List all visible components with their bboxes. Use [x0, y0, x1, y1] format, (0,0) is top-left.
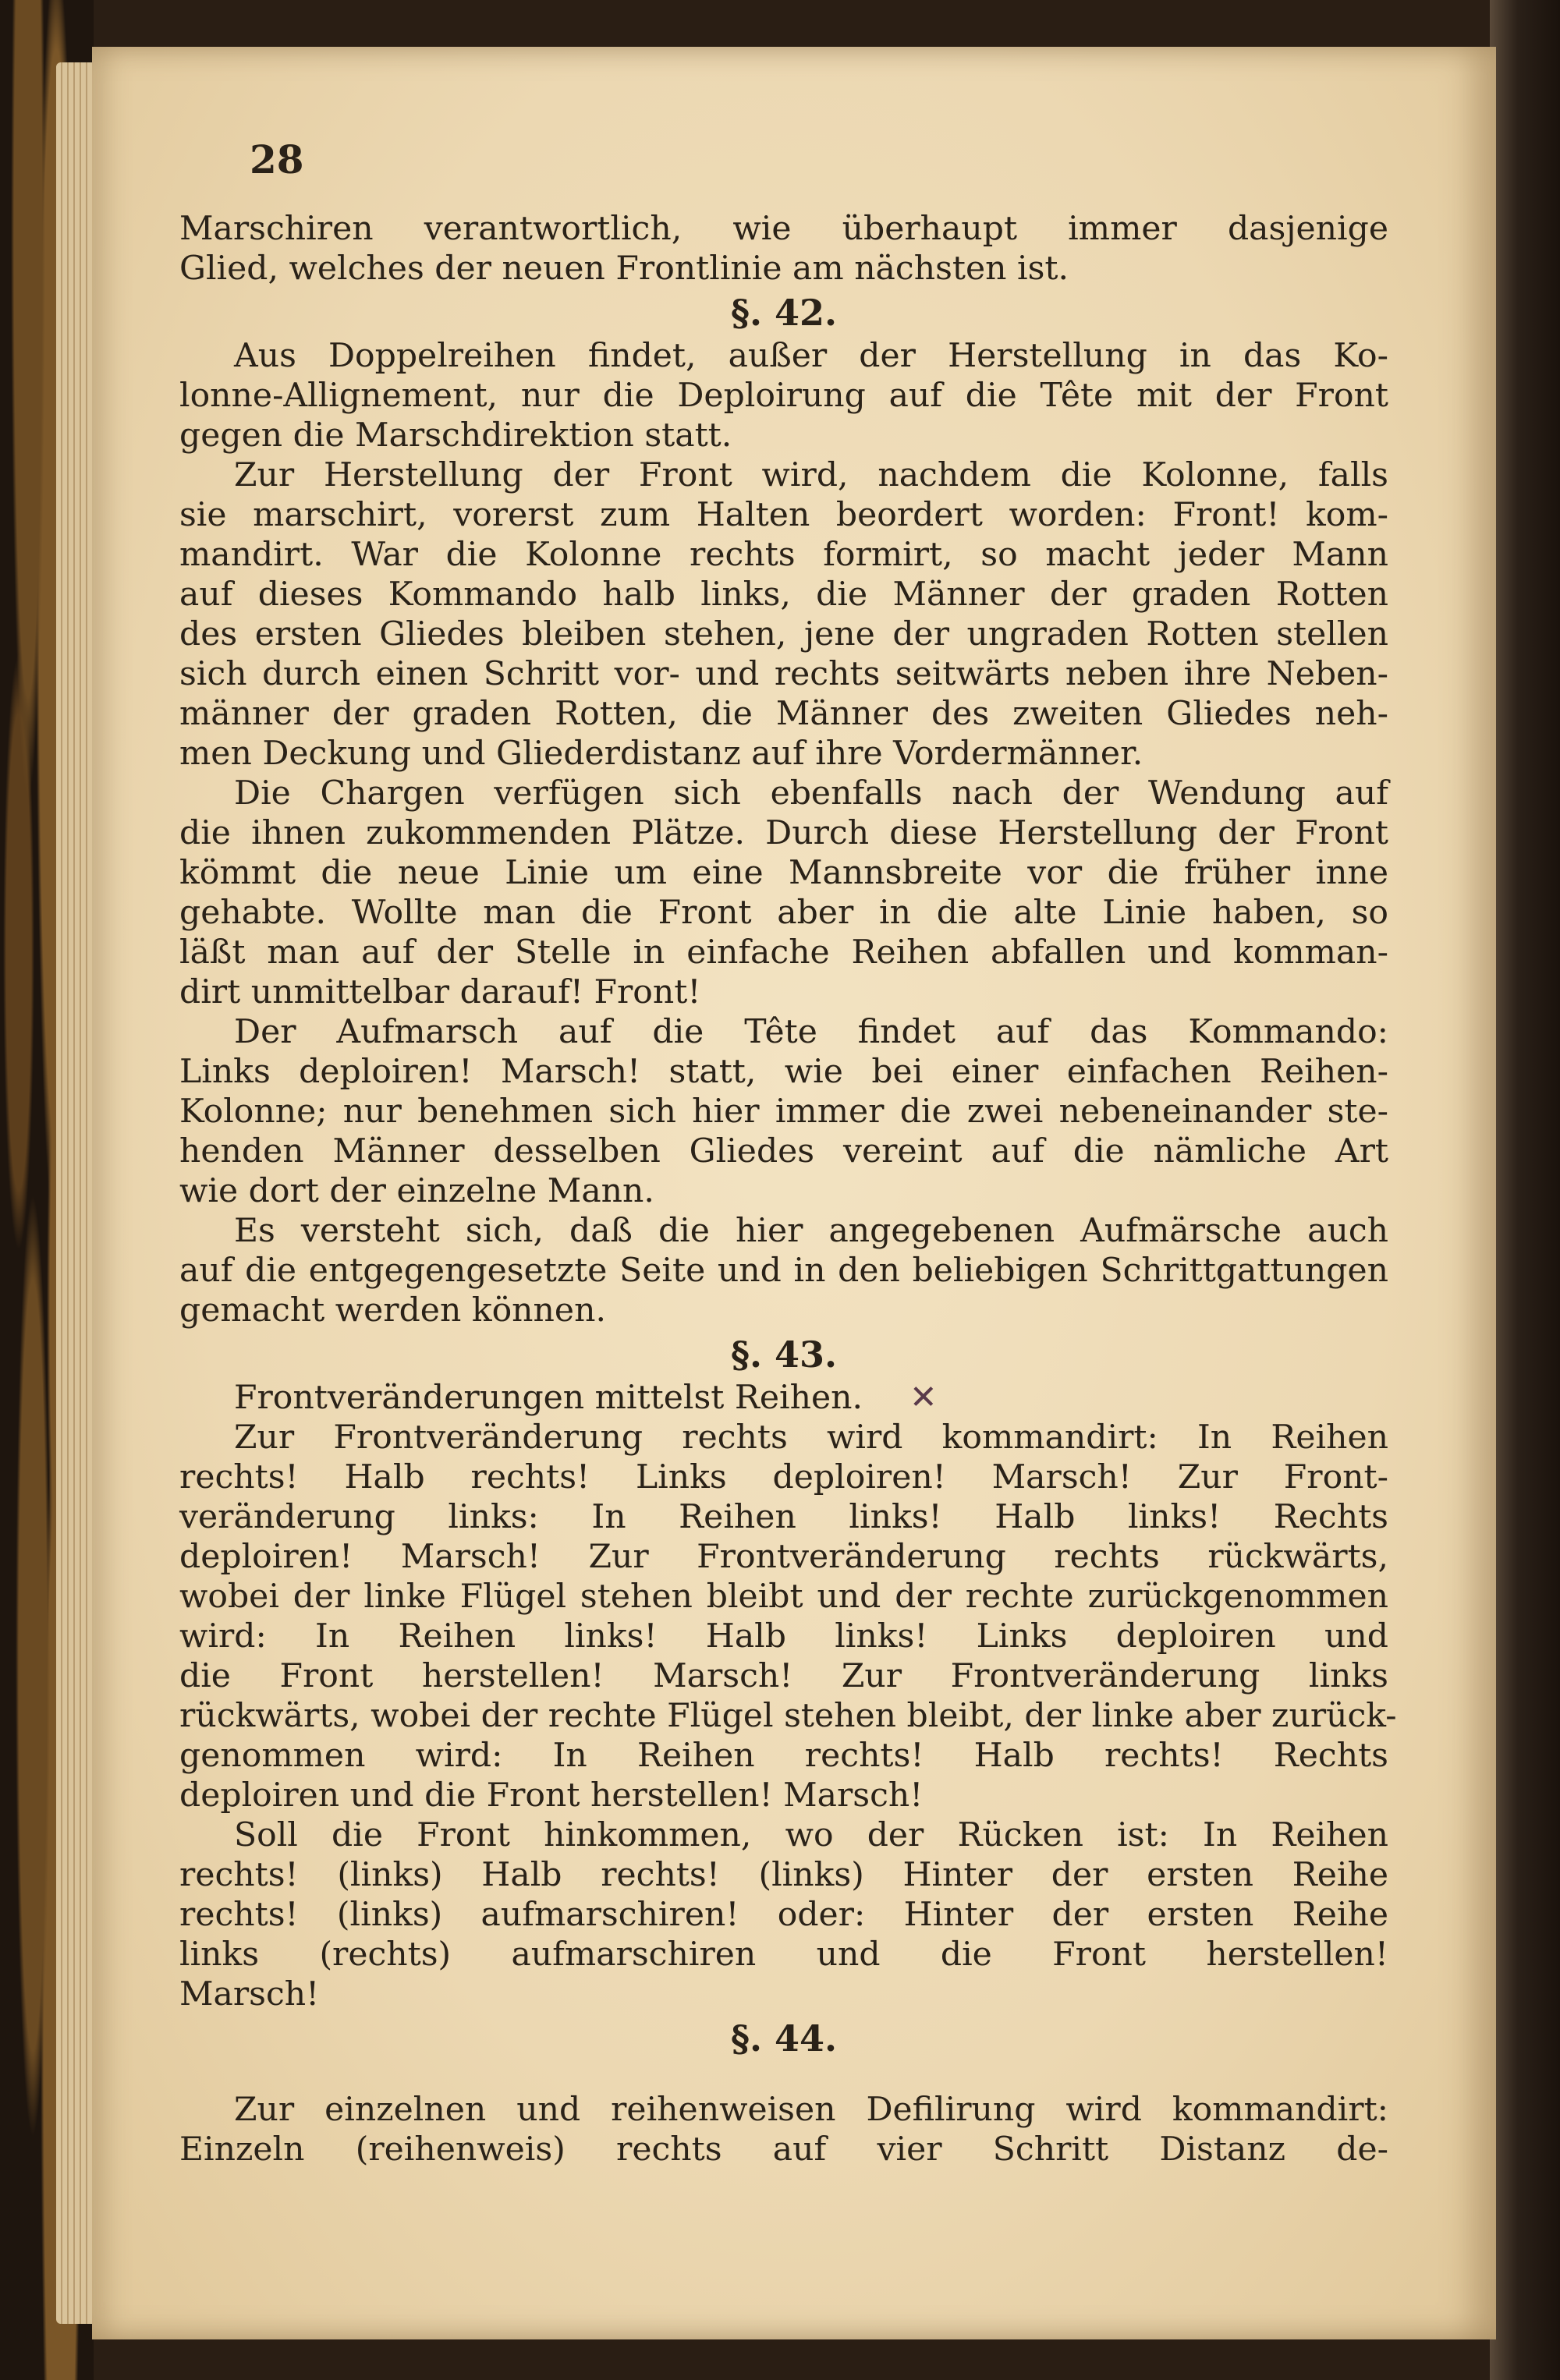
text-line: Soll die Front hinkommen, wo der Rücken ist: In Reihen — [234, 1816, 1388, 1854]
text-line: dirt unmittelbar darauf! Front! — [179, 973, 701, 1011]
text-line: wobei der linke Flügel stehen bleibt und der rechte zurückgenommen — [179, 1578, 1388, 1616]
text-line: links (rechts) aufmarschiren und die Front herstellen! — [179, 1936, 1388, 1974]
text-line: Links deploiren! Marsch! statt, wie bei einer einfachen Reihen- — [179, 1053, 1388, 1091]
text-line: sich durch einen Schritt vor- und rechts seitwärts neben ihre Neben- — [179, 655, 1388, 693]
text-line: wird: In Reihen links! Halb links! Links deploiren und — [179, 1617, 1388, 1656]
text-line: männer der graden Rotten, die Männer des zweiten Gliedes neh- — [179, 695, 1388, 733]
text-line: men Deckung und Gliederdistanz auf ihre Vordermänner. — [179, 735, 1143, 773]
text-line: rechts! (links) aufmarschiren! oder: Hinter der ersten Reihe — [179, 1896, 1388, 1934]
text-line: gemacht werden können. — [179, 1291, 606, 1330]
text-line: Glied, welches der neuen Frontlinie am nächsten ist. — [179, 250, 1069, 288]
text-line: deploiren! Marsch! Zur Frontveränderung rechts rückwärts, — [179, 1538, 1388, 1576]
text-line: Marschiren verantwortlich, wie überhaupt immer dasjenige — [179, 210, 1388, 248]
text-line: gegen die Marschdirektion statt. — [179, 416, 732, 455]
text-line: deploiren und die Front herstellen! Marsch! — [179, 1776, 924, 1815]
text-line: Zur Herstellung der Front wird, nachdem die Kolonne, falls — [234, 456, 1388, 494]
section-heading: §. 42. — [730, 292, 838, 334]
page-number: 28 — [250, 136, 304, 182]
text-line: rechts! Halb rechts! Links deploiren! Marsch! Zur Front- — [179, 1458, 1388, 1496]
text-line: Marsch! — [179, 1975, 320, 2013]
text-line: lonne-Allignement, nur die Deploirung auf die Tête mit der Front — [179, 377, 1388, 415]
text-line: auf dieses Kommando halb links, die Männer der graden Rotten — [179, 576, 1388, 614]
subsection-title: Frontveränderungen mittelst Reihen. — [234, 1379, 863, 1417]
text-line: genommen wird: In Reihen rechts! Halb rechts! Rechts — [179, 1737, 1388, 1775]
text-line: veränderung links: In Reihen links! Halb links! Rechts — [179, 1498, 1388, 1536]
text-line: Die Chargen verfügen sich ebenfalls nach der Wendung auf — [234, 774, 1388, 813]
text-line: Es versteht sich, daß die hier angegebenen Aufmärsche auch — [234, 1212, 1388, 1250]
text-line: die Front herstellen! Marsch! Zur Frontveränderung links — [179, 1657, 1388, 1695]
text-line: mandirt. War die Kolonne rechts formirt, so macht jeder Mann — [179, 536, 1388, 574]
text-line: rechts! (links) Halb rechts! (links) Hinter der ersten Reihe — [179, 1856, 1388, 1894]
text-line: Einzeln (reihenweis) rechts auf vier Schritt Distanz de- — [179, 2130, 1388, 2169]
text-line: läßt man auf der Stelle in einfache Reihen abfallen und komman- — [179, 933, 1388, 972]
text-line: des ersten Gliedes bleiben stehen, jene der ungraden Rotten stellen — [179, 615, 1388, 653]
text-line: Zur Frontveränderung rechts wird kommandirt: In Reihen — [234, 1418, 1388, 1457]
section-heading: §. 43. — [730, 1333, 838, 1376]
pencil-mark: ✕ — [909, 1379, 938, 1417]
text-line: die ihnen zukommenden Plätze. Durch diese Herstellung der Front — [179, 814, 1388, 852]
text-line: rückwärts, wobei der rechte Flügel stehen bleibt, der linke aber zurück- — [179, 1697, 1397, 1735]
text-line: Der Aufmarsch auf die Tête findet auf das Kommando: — [234, 1013, 1388, 1051]
text-line — [179, 1378, 1388, 1418]
text-line: Kolonne; nur benehmen sich hier immer die zwei nebeneinander ste- — [179, 1093, 1388, 1131]
text-line: gehabte. Wollte man die Front aber in die alte Linie haben, so — [179, 894, 1388, 932]
page-text — [179, 209, 1397, 2169]
text-line: henden Männer desselben Gliedes vereint auf die nämliche Art — [179, 1132, 1388, 1171]
text-line: sie marschirt, vorerst zum Halten beordert worden: Front! kom- — [179, 496, 1388, 534]
section-heading: §. 44. — [730, 2017, 838, 2059]
text-line: kömmt die neue Linie um eine Mannsbreite vor die früher inne — [179, 854, 1388, 892]
book-cover-right — [1490, 0, 1560, 2380]
text-line: auf die entgegengesetzte Seite und in den beliebigen Schrittgattungen — [179, 1252, 1388, 1290]
text-line: Aus Doppelreihen findet, außer der Herstellung in das Ko- — [234, 337, 1388, 375]
text-line: Zur einzelnen und reihenweisen Defilirung wird kommandirt: — [234, 2091, 1388, 2129]
text-line: wie dort der einzelne Mann. — [179, 1172, 654, 1210]
